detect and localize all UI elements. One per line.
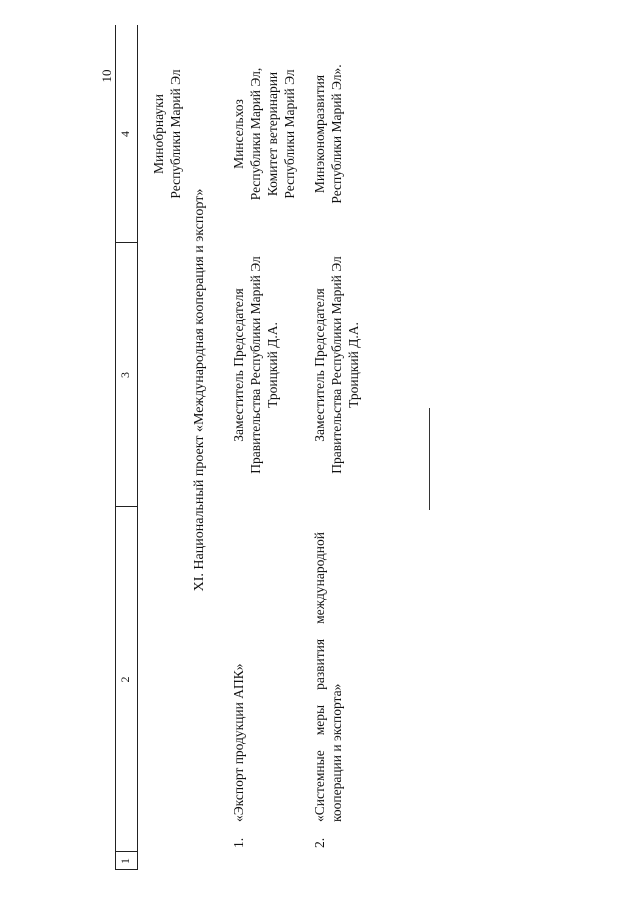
row-number: 2. (312, 837, 327, 848)
responsible-line: Республики Марий Эл (282, 69, 297, 199)
leader-line: Заместитель Председателя (312, 288, 327, 442)
row-number: 1. (231, 837, 246, 848)
column-number-3: 3 (118, 372, 132, 378)
leader-line: Правительства Республики Марий Эл (329, 256, 344, 474)
responsible-line: Комитет ветеринарии (265, 71, 280, 197)
project-line: кооперации и экспорта» (329, 683, 344, 822)
leader-line: Заместитель Председателя (231, 288, 246, 442)
leader-line: Троицкий Д.А. (265, 322, 280, 408)
project-line: «Системные меры развития международной (312, 532, 327, 822)
page-number: 10 (99, 69, 114, 83)
responsible-line: Республики Марий Эл, (248, 67, 263, 201)
responsible-line: Республики Марий Эл (168, 69, 183, 199)
end-of-document-line (429, 408, 430, 510)
project-line: «Экспорт продукции АПК» (231, 663, 246, 822)
table-header-bottom-border (137, 25, 138, 870)
project-name (311, 502, 345, 822)
responsible-line: Минобрнауки (151, 94, 166, 174)
top-row-responsible (150, 25, 184, 243)
rotated-table-page (20, 25, 620, 870)
responsible-line: Минсельхоз (231, 99, 246, 169)
project-leader (311, 240, 362, 490)
column-number-1: 1 (118, 858, 132, 864)
table-top-border (115, 25, 116, 870)
project-responsible (311, 25, 345, 243)
column-number-2: 2 (118, 676, 132, 683)
responsible-line: Минэкономразвития (312, 74, 327, 194)
section-title: XI. Национальный проект «Международная кооперация и экспорт» (192, 188, 207, 592)
project-leader (230, 240, 281, 490)
project-name (230, 512, 247, 822)
column-number-4: 4 (118, 131, 132, 137)
leader-line: Троицкий Д.А. (346, 322, 361, 408)
project-responsible (230, 25, 298, 243)
responsible-line: Республики Марий Эл». (329, 64, 344, 204)
leader-line: Правительства Республики Марий Эл (248, 256, 263, 474)
